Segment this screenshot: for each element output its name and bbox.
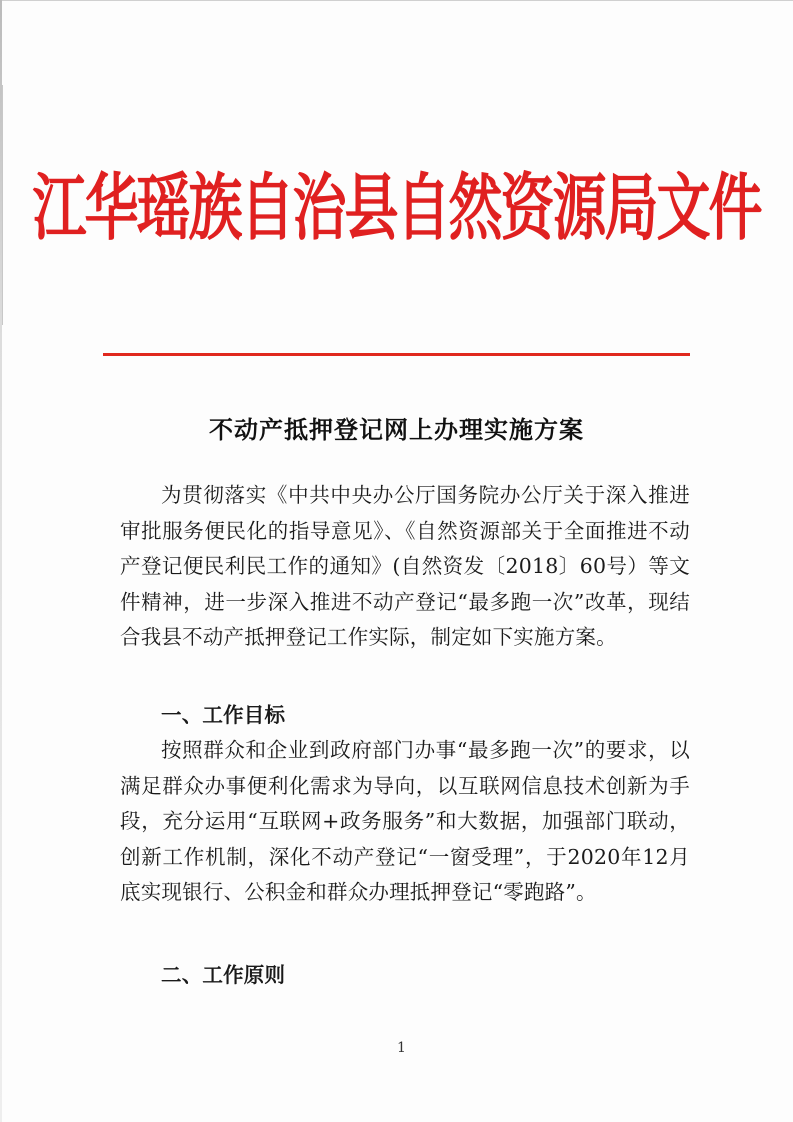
body-paragraph-1-block: [120, 478, 690, 656]
section-1-block: [120, 698, 690, 734]
body-paragraph-2-block: [120, 733, 690, 911]
scan-edge-top: [0, 0, 793, 1]
body-paragraph: 为贯彻落实《中共中央办公厅国务院办公厅关于深入推进审批服务便民化的指导意见》、《自然资源部关于全面推进不动产登记便民利民工作的通知》(自然资发〔2018〕60号）等文件精神，进一步深入推进不动产登记“最多跑一次”改革，现结合我县不动产抵押登记工作实际，制定如下实施方案。: [120, 483, 690, 650]
section-heading: 二、工作原则: [161, 963, 286, 987]
document-title: 不动产抵押登记网上办理实施方案: [209, 416, 584, 444]
body-paragraph: 按照群众和企业到政府部门办事“最多跑一次”的要求，以满足群众办事便利化需求为导向，以互联网信息技术创新为手段，充分运用“互联网+政务服务”和大数据，加强部门联动，创新工作机制，深化不动产登记“一窗受理”，于2020年12月底实现银行、公积金和群众办理抵押登记“零跑路”。: [120, 738, 690, 905]
red-separator-rule: [103, 353, 690, 356]
issuer-header: 江华瑶族自治县自然资源局文件: [32, 165, 761, 251]
page-number: 1: [397, 1040, 406, 1056]
section-heading: 一、工作目标: [161, 703, 286, 727]
section-2-block: [120, 958, 690, 994]
